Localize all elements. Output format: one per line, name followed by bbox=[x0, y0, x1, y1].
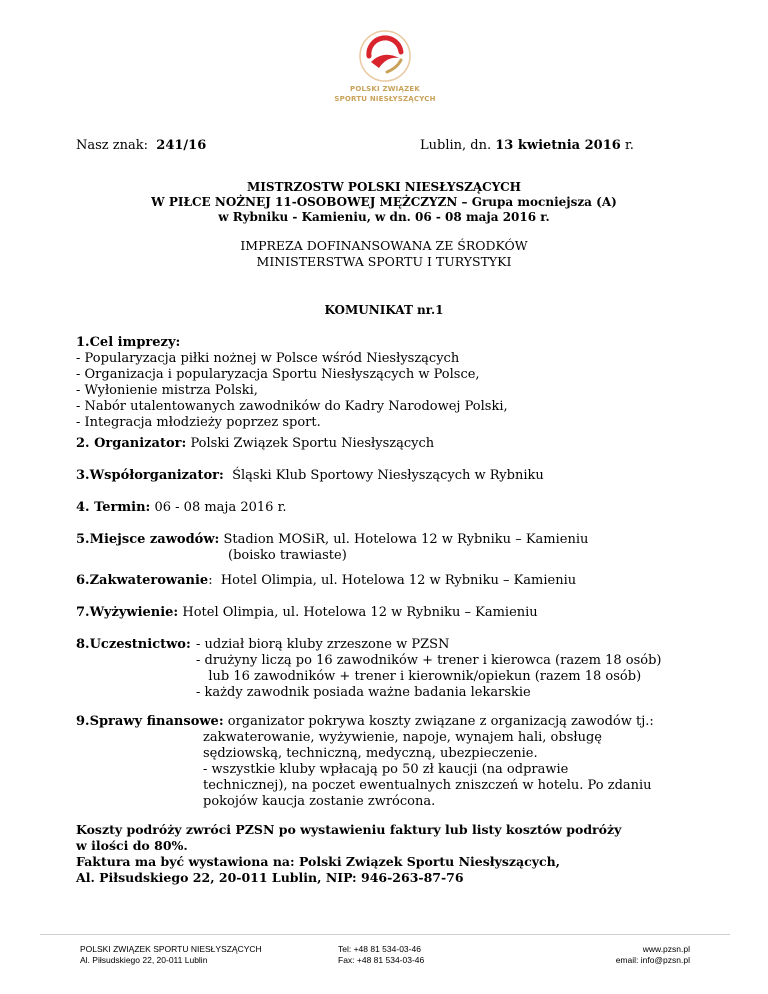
miejsce-value-2: (boisko trawiaste) bbox=[228, 548, 347, 563]
funding-note bbox=[0, 238, 768, 270]
section-miejsce bbox=[76, 532, 588, 548]
finanse-line: technicznej), na poczet ewentualnych zniszczeń w hotelu. Po zdaniu bbox=[203, 778, 652, 793]
title-line3: w Rybniku - Kamieniu, w dn. 06 - 08 maja 2016 r. bbox=[218, 210, 550, 224]
footer-divider bbox=[40, 934, 730, 935]
footer-www[interactable]: www.pzsn.pl bbox=[642, 944, 690, 954]
title-line1: MISTRZOSTW POLSKI NIESŁYSZĄCYCH bbox=[247, 180, 521, 194]
uczestnictwo-line: - każdy zawodnik posiada ważne badania lekarskie bbox=[196, 685, 531, 700]
funded-line1: IMPREZA DOFINANSOWANA ZE ŚRODKÓW bbox=[240, 238, 528, 253]
section-finanse bbox=[76, 714, 654, 730]
zakwaterowanie-colon: : bbox=[208, 573, 213, 588]
miejsce-value: Stadion MOSiR, ul. Hotelowa 12 w Rybniku – Kamieniu bbox=[223, 532, 589, 547]
footer-fax: Fax: +48 81 534-03-46 bbox=[338, 955, 425, 965]
closing-line: Al. Piłsudskiego 22, 20-011 Lublin, NIP: 946-263-87-76 bbox=[76, 870, 464, 885]
date-value: 13 kwietnia 2016 bbox=[495, 138, 621, 153]
finanse-line: zakwaterowanie, wyżywienie, napoje, wynajem hali, obsługę bbox=[203, 730, 602, 745]
cel-item: - Integracja młodzieży poprzez sport. bbox=[76, 415, 321, 430]
termin-value: 06 - 08 maja 2016 r. bbox=[154, 500, 287, 515]
section-wyzywienie bbox=[76, 605, 538, 621]
uczestnictwo-line: lub 16 zawodników + trener i kierownik/opiekun (razem 18 osób) bbox=[196, 669, 642, 684]
cel-item: - Organizacja i popularyzacja Sportu Niesłyszących w Polsce, bbox=[76, 367, 480, 382]
finanse-label: 9.Sprawy finansowe: bbox=[76, 714, 224, 729]
closing-note bbox=[76, 822, 621, 886]
reference bbox=[76, 138, 206, 153]
finanse-first: organizator pokrywa koszty związane z organizacją zawodów tj.: bbox=[227, 714, 654, 729]
organizator-label: 2. Organizator: bbox=[76, 436, 187, 451]
finanse-lines bbox=[203, 730, 652, 810]
title-line2: W PIŁCE NOŻNEJ 11-OSOBOWEJ MĘŻCZYZN – Grupa mocniejsza (A) bbox=[151, 195, 617, 209]
funded-line2: MINISTERSTWA SPORTU I TURYSTYKI bbox=[256, 254, 512, 269]
zakwaterowanie-label: 6.Zakwaterowanie bbox=[76, 573, 209, 588]
document-title bbox=[0, 180, 768, 225]
closing-line: w ilości do 80%. bbox=[76, 838, 188, 853]
section-wspolorganizator bbox=[76, 468, 544, 484]
date-suffix: r. bbox=[624, 138, 634, 153]
date bbox=[420, 138, 634, 153]
pzsn-logo-icon bbox=[357, 28, 413, 84]
wspolorganizator-label: 3.Współorganizator: bbox=[76, 468, 224, 483]
logo bbox=[330, 28, 440, 104]
uczestnictwo-lines bbox=[196, 637, 661, 701]
logo-text-line1: POLSKI ZWIĄZEK bbox=[350, 85, 420, 93]
closing-line: Koszty podróży zwróci PZSN po wystawieniu faktury lub listy kosztów podróży bbox=[76, 822, 622, 837]
cel-item: - Popularyzacja piłki nożnej w Polsce wśród Niesłyszących bbox=[76, 351, 460, 366]
date-prefix: Lublin, dn. bbox=[420, 138, 492, 153]
ref-label: Nasz znak: bbox=[76, 138, 149, 153]
finanse-line: pokojów kaucja zostanie zwrócona. bbox=[203, 794, 436, 809]
organizator-value: Polski Związek Sportu Niesłyszących bbox=[190, 436, 435, 451]
footer-web bbox=[570, 944, 690, 966]
wyzywienie-value: Hotel Olimpia, ul. Hotelowa 12 w Rybniku – Kamieniu bbox=[182, 605, 538, 620]
cel-label: 1.Cel imprezy: bbox=[76, 335, 181, 350]
section-zakwaterowanie bbox=[76, 573, 576, 589]
section-organizator bbox=[76, 436, 434, 452]
footer-tel: Tel: +48 81 534-03-46 bbox=[338, 944, 421, 954]
zakwaterowanie-value: Hotel Olimpia, ul. Hotelowa 12 w Rybniku – Kamieniu bbox=[220, 573, 577, 588]
logo-text-line2: SPORTU NIESŁYSZĄCYCH bbox=[334, 95, 436, 103]
uczestnictwo-label: 8.Uczestnictwo: bbox=[76, 637, 191, 652]
cel-item: - Nabór utalentowanych zawodników do Kadry Narodowej Polski, bbox=[76, 399, 508, 414]
ref-number: 241/16 bbox=[156, 138, 207, 153]
wyzywienie-label: 7.Wyżywienie: bbox=[76, 605, 179, 620]
finanse-line: - wszystkie kluby wpłacają po 50 zł kaucji (na odprawie bbox=[203, 762, 569, 777]
section-termin bbox=[76, 500, 286, 516]
footer-phones bbox=[338, 944, 424, 966]
footer-email[interactable]: email: info@pzsn.pl bbox=[615, 955, 690, 965]
section-uczestnictwo bbox=[76, 637, 191, 653]
footer-org bbox=[80, 944, 262, 966]
cel-item: - Wyłonienie mistrza Polski, bbox=[76, 383, 258, 398]
uczestnictwo-line: - udział biorą kluby zrzeszone w PZSN bbox=[196, 637, 450, 652]
closing-line: Faktura ma być wystawiona na: Polski Związek Sportu Niesłyszących, bbox=[76, 854, 561, 869]
miejsce-label: 5.Miejsce zawodów: bbox=[76, 532, 220, 547]
footer-address: Al. Piłsudskiego 22, 20-011 Lublin bbox=[80, 955, 208, 965]
termin-label: 4. Termin: bbox=[76, 500, 151, 515]
wspolorganizator-value: Śląski Klub Sportowy Niesłyszących w Rybniku bbox=[232, 468, 544, 483]
finanse-line: sędziowską, techniczną, medyczną, ubezpieczenie. bbox=[203, 746, 538, 761]
komunikat-heading: KOMUNIKAT nr.1 bbox=[324, 303, 444, 317]
uczestnictwo-line: - drużyny liczą po 16 zawodników + trener i kierowca (razem 18 osób) bbox=[196, 653, 662, 668]
footer-org-name: POLSKI ZWIĄZEK SPORTU NIESŁYSZĄCYCH bbox=[80, 944, 262, 954]
section-cel bbox=[76, 335, 508, 431]
